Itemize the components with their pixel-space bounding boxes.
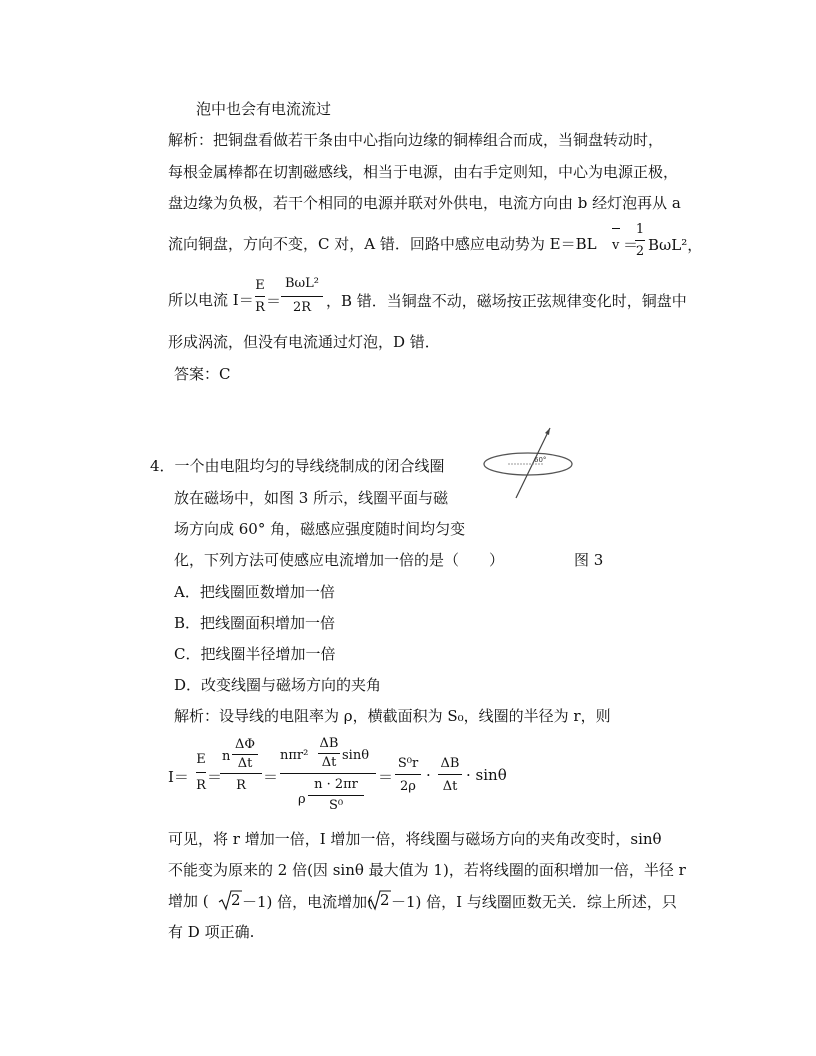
- half-denominator: 2: [635, 244, 645, 259]
- current-numerator: BωL²: [285, 276, 319, 291]
- sqrt-radicand-2: 2: [380, 891, 390, 909]
- solution-line-5-prefix: 所以电流 I＝: [168, 291, 254, 309]
- eq5-bar: [438, 774, 462, 775]
- angle-label: 60°: [534, 456, 547, 464]
- option-d: D．改变线圈与磁场方向的夹角: [174, 676, 382, 694]
- eq-dot: ·: [426, 766, 431, 784]
- option-b: B．把线圈面积增加一倍: [174, 614, 336, 632]
- eq4-den: 2ρ: [400, 779, 416, 794]
- solution-line-2: 每根金属棒都在切割磁感线，相当于电源，由右手定则知，中心为电源正极，: [168, 163, 679, 181]
- answer-line: 答案：C: [174, 365, 231, 383]
- fraction-bar-current: [281, 296, 323, 297]
- average-bar: [612, 228, 620, 229]
- eq2-dphi: ΔΦ: [234, 737, 256, 752]
- question-4-line-4: 化，下列方法可使感应电流增加一倍的是（ ）: [174, 551, 505, 569]
- field-arrow-icon: [545, 428, 550, 435]
- conclusion-line-3-suffix: －1) 倍，I 与线圈匝数无关．综上所述，只: [391, 893, 677, 911]
- continued-text-line: 泡中也会有电流流过: [196, 100, 332, 118]
- eq3-npir2: nπr²: [280, 748, 309, 763]
- solution-line-5-suffix: ，B 错．当铜盘不动，磁场按正弦规律变化时，铜盘中: [326, 292, 687, 310]
- solution-line-6: 形成涡流，但没有电流通过灯泡，D 错．: [168, 333, 440, 351]
- eq-equals-3: ＝: [378, 768, 394, 786]
- eq-resistance: R: [196, 778, 206, 793]
- eq3-main-bar: [280, 773, 376, 774]
- emf-symbol: E: [255, 278, 265, 293]
- eq-emf: E: [196, 752, 206, 767]
- conclusion-line-2: 不能变为原来的 2 倍(因 sinθ 最大值为 1)，若将线圈的面积增加一倍，半径 r: [168, 861, 686, 879]
- eq-bar-1: [196, 772, 206, 773]
- conclusion-line-3-prefix: 增加 (: [168, 892, 209, 910]
- eq4-bar: [395, 774, 421, 775]
- eq3-dt: Δt: [321, 755, 337, 770]
- eq3-s0: S⁰: [328, 798, 344, 813]
- sqrt-radicand: 2: [231, 891, 241, 909]
- current-denominator: 2R: [292, 300, 312, 315]
- conclusion-line-1: 可见，将 r 增加一倍，I 增加一倍，将线圈与磁场方向的夹角改变时，sinθ: [168, 830, 662, 848]
- eq2-den-r: R: [236, 778, 246, 793]
- eq2-inner-bar: [232, 754, 258, 755]
- eq3-sin: sinθ: [342, 748, 370, 763]
- eq5-den: Δt: [442, 779, 458, 794]
- eq3-den-bar: [308, 795, 364, 796]
- option-a: A．把线圈匝数增加一倍: [174, 583, 335, 601]
- solution-line-4-suffix: BωL²，: [648, 236, 703, 254]
- eq3-db: ΔB: [319, 736, 339, 751]
- conclusion-line-4: 有 D 项正确.: [168, 923, 255, 941]
- equals-sign: ＝: [623, 236, 639, 254]
- resistance-symbol: R: [255, 300, 265, 315]
- eq2-n: n: [222, 749, 231, 764]
- half-fraction-bar: [635, 240, 645, 241]
- eq-equals-1: ＝: [207, 768, 223, 786]
- eq5-num: ΔB: [440, 756, 460, 771]
- question-4-line-1: 4．一个由电阻均匀的导线绕制成的闭合线圈: [150, 457, 445, 475]
- eq-current: I＝: [168, 768, 189, 786]
- solution-line-3: 盘边缘为负极，若干个相同的电源并联对外供电，电流方向由 b 经灯泡再从 a: [168, 194, 681, 212]
- eq-equals-2: ＝: [263, 768, 279, 786]
- eq-tail: · sinθ: [466, 766, 507, 784]
- figure-caption: 图 3: [574, 551, 604, 569]
- eq2-main-bar: [220, 773, 262, 774]
- conclusion-line-3-middle: －1) 倍，电流增加(: [242, 893, 374, 911]
- solution-4-intro: 解析：设导线的电阻率为 ρ，横截面积为 S₀，线圈的半径为 r，则: [174, 707, 611, 725]
- eq3-inner-bar: [318, 753, 340, 754]
- coil-figure: [478, 424, 578, 502]
- equals-sign: ＝: [266, 292, 282, 310]
- eq3-rho: ρ: [298, 792, 306, 807]
- solution-line-4-prefix: 流向铜盘，方向不变，C 对，A 错．回路中感应电动势为 E＝BL: [168, 235, 597, 253]
- velocity-symbol: v: [612, 238, 620, 253]
- question-4-line-3: 场方向成 60° 角，磁感应强度随时间均匀变: [174, 520, 466, 538]
- option-c: C．把线圈半径增加一倍: [174, 645, 336, 663]
- eq3-n2pir: n · 2πr: [314, 777, 358, 792]
- solution-line-1: 解析：把铜盘看做若干条由中心指向边缘的铜棒组合而成，当铜盘转动时，: [168, 131, 664, 149]
- question-4-line-2: 放在磁场中，如图 3 所示，线圈平面与磁: [174, 489, 449, 507]
- half-numerator: 1: [635, 222, 645, 237]
- eq2-dt: Δt: [237, 756, 253, 771]
- fraction-bar-e-r: [255, 296, 265, 297]
- eq4-num: S⁰r: [397, 756, 419, 771]
